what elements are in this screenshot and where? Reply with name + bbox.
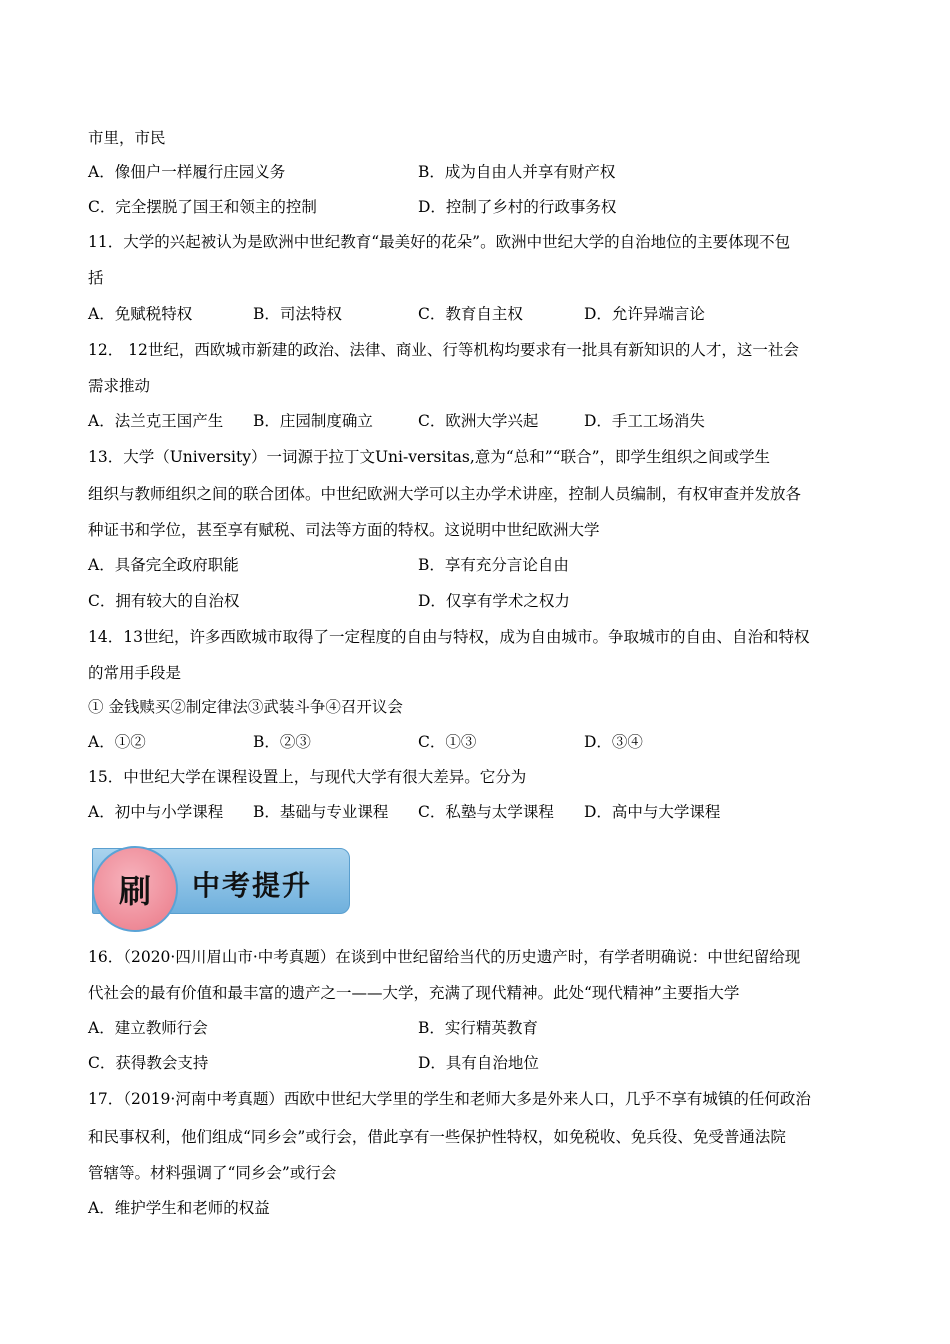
q16-option-b: B．实行精英教育	[418, 1019, 538, 1037]
q10-option-b: B．成为自由人并享有财产权	[418, 163, 616, 181]
q13-option-b: B．享有充分言论自由	[418, 556, 569, 574]
q11-option-b: B．司法特权	[253, 305, 342, 323]
q14-option-a: A．①②	[88, 733, 146, 751]
question-13-stem: 13．大学（University）一词源于拉丁文Uni-versitas,意为“总和”“联合”，即学生组织之间或学生	[88, 448, 771, 466]
question-12-stem-cont: 需求推动	[88, 377, 151, 395]
q10-option-a: A．像佃户一样履行庄园义务	[88, 163, 286, 181]
q16-option-a: A．建立教师行会	[88, 1019, 208, 1037]
question-11-stem: 11．大学的兴起被认为是欧洲中世纪教育“最美好的花朵”。欧洲中世纪大学的自治地位的主要体现不包	[88, 233, 791, 251]
question-15-stem: 15．中世纪大学在课程设置上，与现代大学有很大差异。它分为	[88, 768, 527, 786]
question-13-stem-cont2: 种证书和学位，甚至享有赋税、司法等方面的特权。这说明中世纪欧洲大学	[88, 521, 600, 539]
q15-option-c: C．私塾与太学课程	[418, 803, 554, 821]
question-14-stem: 14．13世纪，许多西欧城市取得了一定程度的自由与特权，成为自由城市。争取城市的自由、自治和特权	[88, 628, 810, 646]
q15-option-a: A．初中与小学课程	[88, 803, 224, 821]
q10-option-c: C．完全摆脱了国王和领主的控制	[88, 198, 317, 216]
q13-option-d: D．仅享有学术之权力	[418, 592, 570, 610]
section-banner	[92, 846, 350, 914]
banner-badge: 刷	[92, 846, 178, 932]
question-10-stem-end: 市里，市民	[88, 129, 166, 147]
q12-option-b: B．庄园制度确立	[253, 412, 373, 430]
question-16-stem: 16．（2020·四川眉山市·中考真题）在谈到中世纪留给当代的历史遗产时，有学者明确说：中世纪留给现	[88, 948, 801, 966]
question-17-stem-cont2: 管辖等。材料强调了“同乡会”或行会	[88, 1164, 337, 1182]
question-17-stem-cont1: 和民事权利，他们组成“同乡会”或行会，借此享有一些保护性特权，如免税收、免兵役、免受普通法院	[88, 1128, 786, 1146]
q14-option-c: C．①③	[418, 733, 477, 751]
q15-option-b: B．基础与专业课程	[253, 803, 389, 821]
question-11-stem-cont: 括	[88, 269, 104, 287]
question-16-stem-cont: 代社会的最有价值和最丰富的遗产之一——大学，充满了现代精神。此处“现代精神”主要指大学	[88, 984, 740, 1002]
question-14-items: ① 金钱赎买②制定律法③武装斗争④召开议会	[88, 698, 403, 716]
question-14-stem-cont: 的常用手段是	[88, 664, 182, 682]
question-12-stem: 12． 12世纪，西欧城市新建的政治、法律、商业、行等机构均要求有一批具有新知识的人才，这一社会	[88, 341, 799, 359]
q14-option-b: B．②③	[253, 733, 311, 751]
q11-option-c: C．教育自主权	[418, 305, 523, 323]
q11-option-d: D．允许异端言论	[584, 305, 705, 323]
q16-option-c: C．获得教会支持	[88, 1054, 209, 1072]
q13-option-a: A．具备完全政府职能	[88, 556, 239, 574]
q12-option-a: A．法兰克王国产生	[88, 412, 224, 430]
q15-option-d: D．高中与大学课程	[584, 803, 721, 821]
q12-option-c: C．欧洲大学兴起	[418, 412, 539, 430]
q14-option-d: D．③④	[584, 733, 643, 751]
banner-title: 中考提升	[192, 869, 313, 902]
q11-option-a: A．免赋税特权	[88, 305, 193, 323]
q16-option-d: D．具有自治地位	[418, 1054, 539, 1072]
q10-option-d: D．控制了乡村的行政事务权	[418, 198, 617, 216]
q13-option-c: C．拥有较大的自治权	[88, 592, 240, 610]
q12-option-d: D．手工工场消失	[584, 412, 705, 430]
question-13-stem-cont1: 组织与教师组织之间的联合团体。中世纪欧洲大学可以主办学术讲座，控制人员编制，有权审查并发放各	[88, 485, 802, 503]
question-17-stem: 17．（2019·河南中考真题）西欧中世纪大学里的学生和老师大多是外来人口，几乎不享有城镇的任何政治	[88, 1090, 811, 1108]
q17-option-a: A．维护学生和老师的权益	[88, 1199, 270, 1217]
